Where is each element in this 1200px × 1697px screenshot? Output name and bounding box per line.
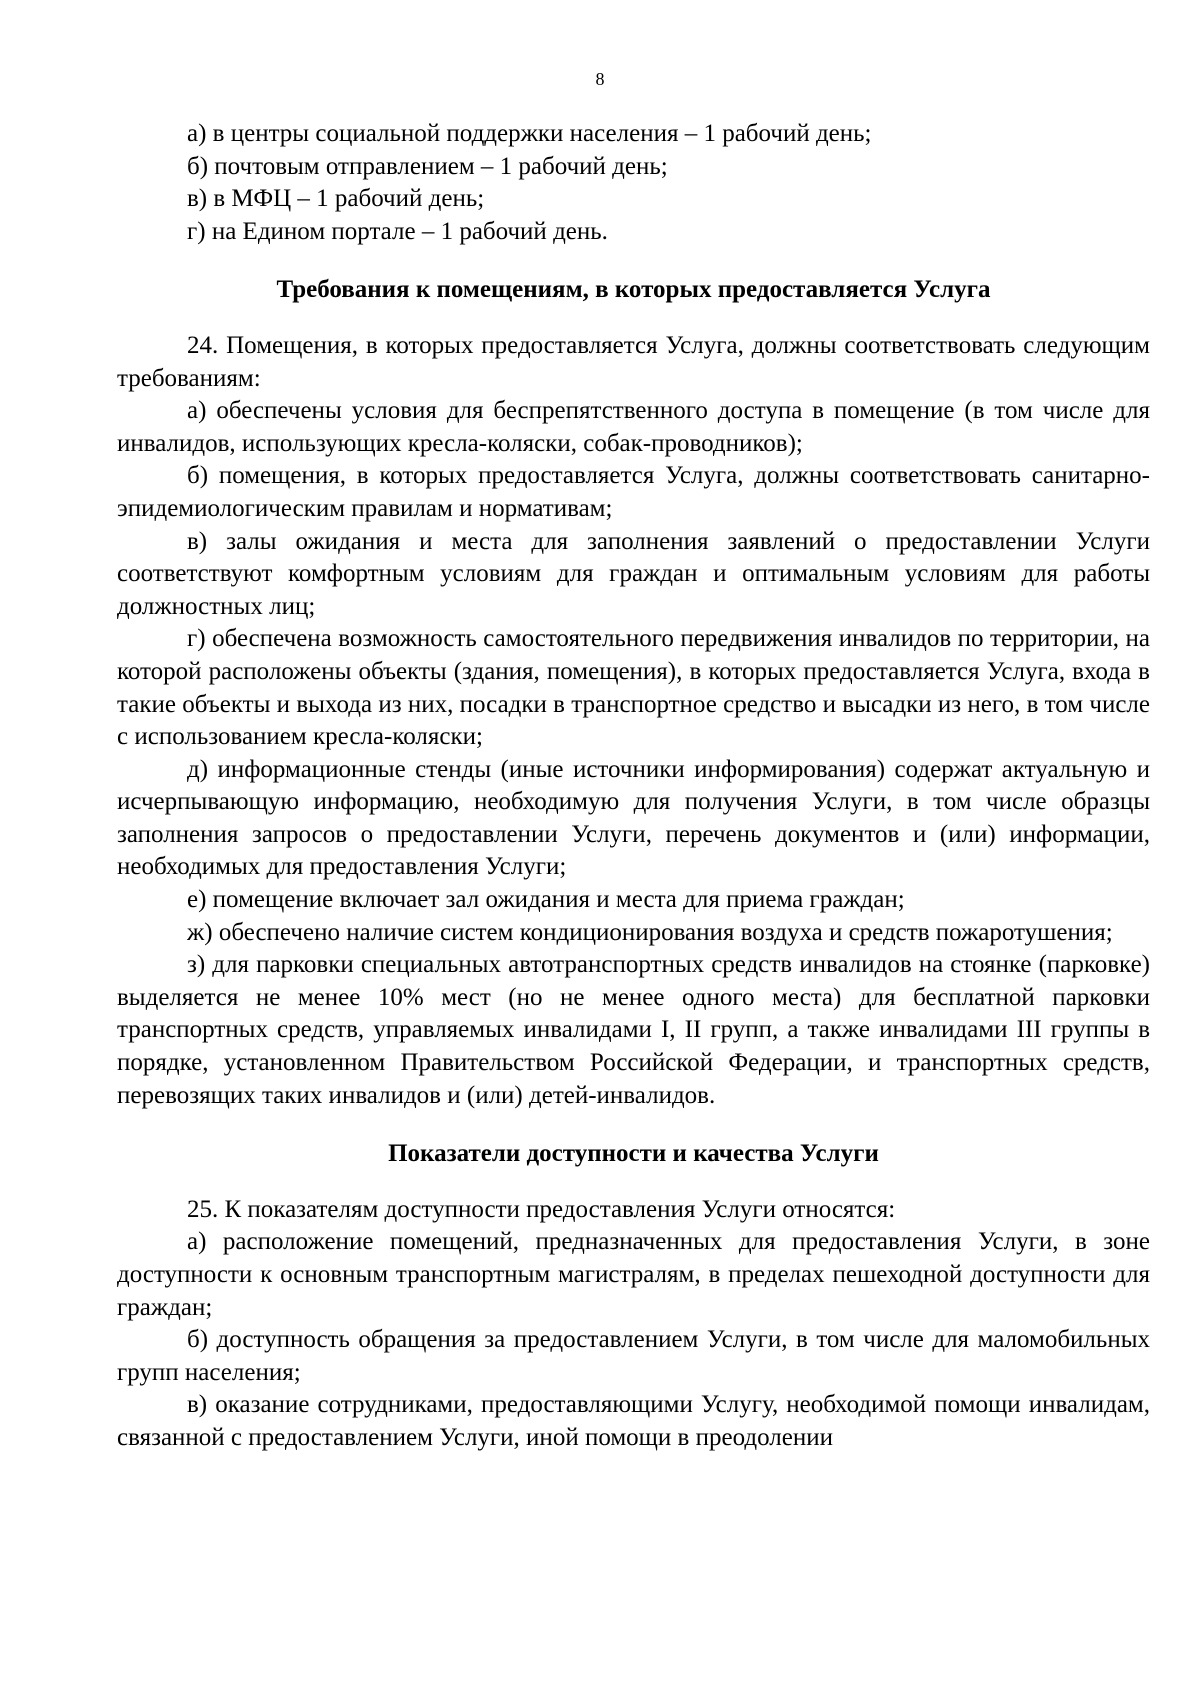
list-item: б) почтовым отправлением – 1 рабочий день; <box>187 152 668 180</box>
list-item: в) в МФЦ – 1 рабочий день; <box>187 185 485 213</box>
premises-requirements <box>117 330 1150 1112</box>
paragraph: д) информационные стенды (иные источники информирования) содержат актуальную и исчерпывающую информацию, необходимую для получения Услуги, в том числе образцы заполнения запросов о предоставлении Услуги, перечень документов и (или) информации, необходимых для предоставления Услуги; <box>117 755 1150 881</box>
paragraph: 25. К показателям доступности предоставления Услуги относятся: <box>187 1195 896 1223</box>
spacer <box>117 1171 1150 1194</box>
paragraph: в) залы ожидания и места для заполнения заявлений о предоставлении Услуги соответствуют комфортным условиям для граждан и оптимальным условиям для работы должностных лиц; <box>117 527 1150 620</box>
paragraph: б) доступность обращения за предоставлением Услуги, в том числе для маломобильных групп населения; <box>117 1326 1150 1386</box>
delivery-terms-list <box>117 118 1150 248</box>
section-heading-premises: Требования к помещениям, в которых предоставляется Услуга <box>276 276 991 304</box>
quality-indicators <box>117 1194 1150 1455</box>
list-item: а) в центры социальной поддержки населения – 1 рабочий день; <box>187 120 872 147</box>
paragraph: а) обеспечены условия для беспрепятственного доступа в помещение (в том числе для инвалидов, использующих кресла-коляски, собак-проводников); <box>117 397 1150 457</box>
paragraph: а) расположение помещений, предназначенных для предоставления Услуги, в зоне доступности к основным транспортным магистралям, в пределах пешеходной доступности для граждан; <box>117 1228 1150 1321</box>
list-item: г) на Едином портале – 1 рабочий день. <box>187 217 608 245</box>
paragraph: е) помещение включает зал ожидания и места для приема граждан; <box>187 886 905 914</box>
paragraph: г) обеспечена возможность самостоятельного передвижения инвалидов по территории, на которой расположены объекты (здания, помещения), в которых предоставляется Услуга, входа в такие объекты и выхода из них, посадки в транспортное средство и высадки из него, в том числе с использованием кресла-коляски; <box>117 625 1150 751</box>
paragraph: в) оказание сотрудниками, предоставляющими Услугу, необходимой помощи инвалидам, связанной с предоставлением Услуги, иной помощи в преодолении <box>117 1391 1150 1451</box>
page-number: 8 <box>595 69 605 89</box>
paragraph: 24. Помещения, в которых предоставляется Услуга, должны соответствовать следующим требованиям: <box>117 331 1150 392</box>
spacer <box>117 307 1150 330</box>
spacer <box>117 248 1150 274</box>
paragraph: б) помещения, в которых предоставляется Услуга, должны соответствовать санитарно-эпидемиологическим правилам и нормативам; <box>117 462 1150 522</box>
paragraph: з) для парковки специальных автотранспортных средств инвалидов на стоянке (парковке) выделяется не менее 10% мест (но не менее одного места) для бесплатной парковки транспортных средств, управляемых инвалидами I, II групп, а также инвалидами III группы в порядке, установленном Правительством Российской Федерации, и транспортных средств, перевозящих таких инвалидов и (или) детей-инвалидов. <box>117 951 1150 1109</box>
section-heading-quality: Показатели доступности и качества Услуги <box>388 1140 879 1168</box>
document-body <box>117 118 1150 1455</box>
paragraph: ж) обеспечено наличие систем кондиционирования воздуха и средств пожаротушения; <box>187 918 1113 946</box>
spacer <box>117 1112 1150 1138</box>
